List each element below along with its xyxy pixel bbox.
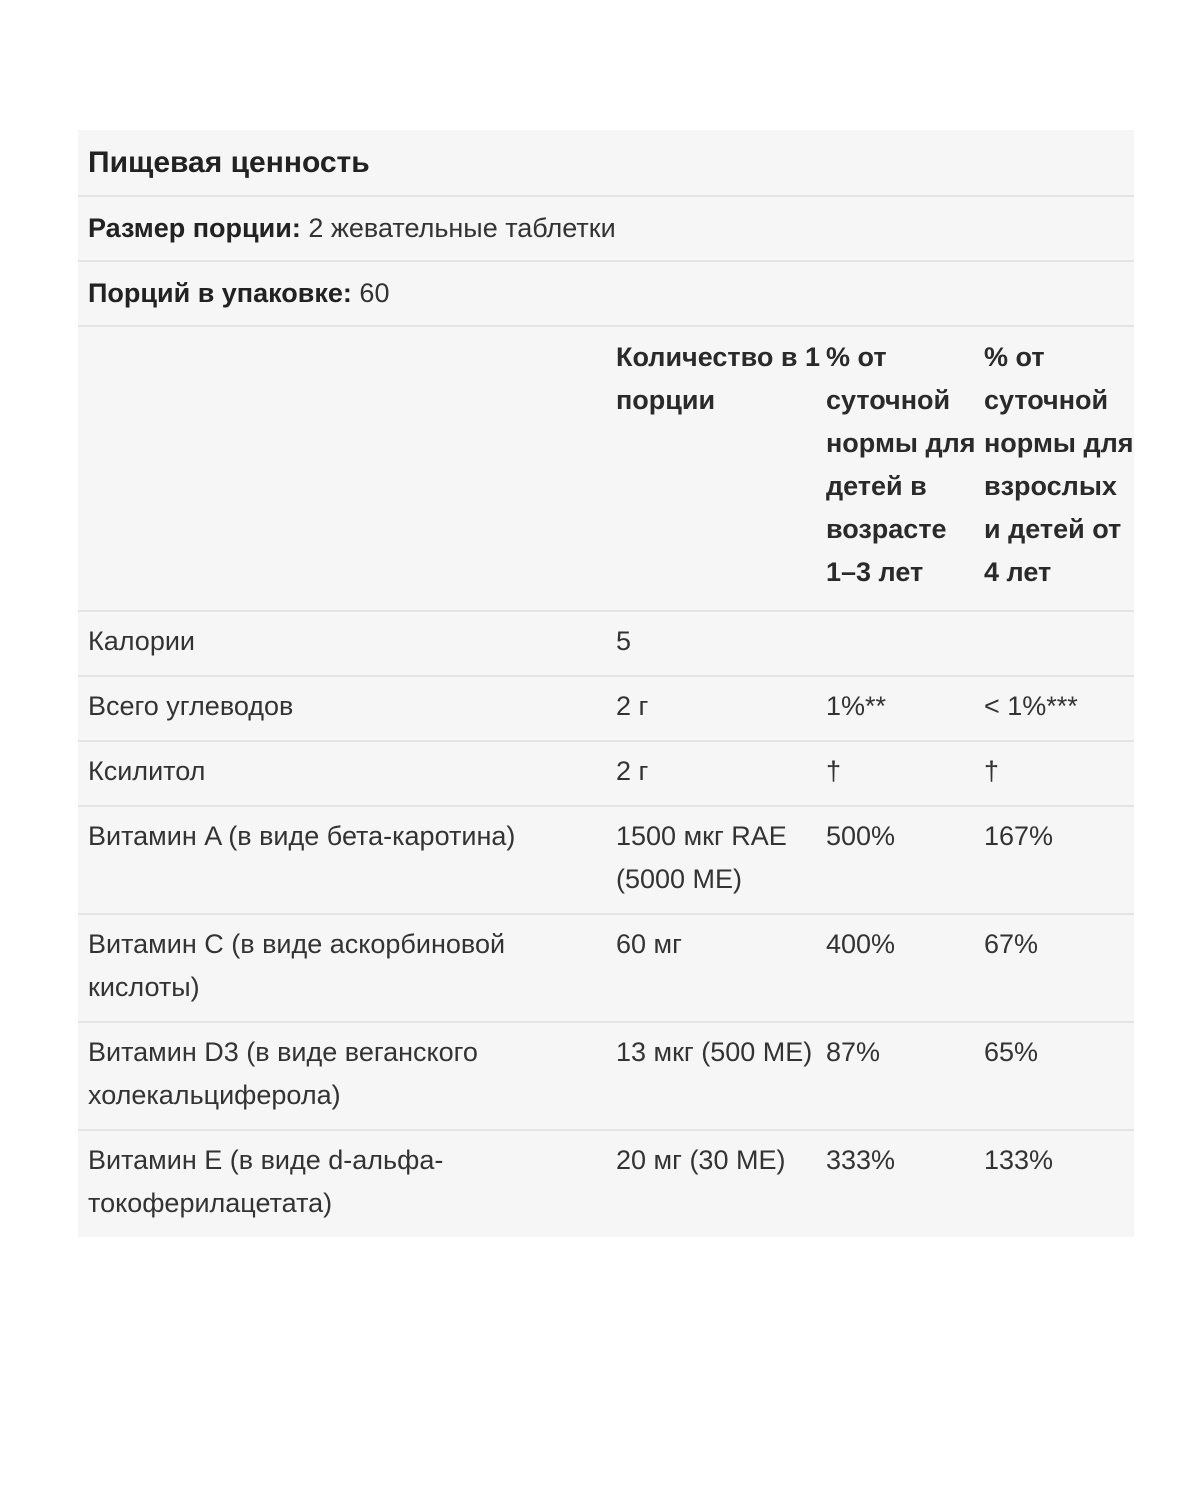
nutrition-facts-table (78, 130, 1134, 1237)
serving-size-value: 2 жевательные таблетки (308, 213, 616, 243)
servings-per-container-label: Порций в упаковке: (88, 278, 352, 308)
table-row (78, 807, 1134, 915)
nutrient-dv-children: 400% (826, 929, 896, 959)
nutrient-dv-adults: 67% (984, 929, 1039, 959)
nutrient-dv-children: 500% (826, 821, 896, 851)
nutrition-title (78, 130, 1134, 197)
nutrient-name: Витамин C (в виде аскорбиновой кислоты) (88, 929, 506, 1002)
table-row (78, 1023, 1134, 1131)
table-row (78, 1131, 1134, 1237)
table-row (78, 612, 1134, 677)
nutrient-dv-adults (984, 612, 1134, 675)
column-header-amount: Количество в 1 порции (616, 342, 820, 415)
table-row (78, 742, 1134, 807)
nutrient-dv-children: 1%** (826, 691, 887, 721)
nutrient-name: Витамин E (в виде d-альфа-токоферилацетата) (88, 1145, 444, 1218)
nutrient-dv-children: † (826, 756, 842, 786)
nutrient-dv-adults: 133% (984, 1145, 1054, 1175)
column-header-nutrient (78, 327, 616, 610)
serving-size-label: Размер порции: (88, 213, 301, 243)
table-row (78, 915, 1134, 1023)
nutrient-dv-adults: 167% (984, 821, 1054, 851)
serving-size-row (78, 197, 1134, 262)
table-row (78, 677, 1134, 742)
nutrition-title-text: Пищевая ценность (88, 145, 370, 179)
nutrient-name: Всего углеводов (88, 691, 294, 721)
nutrient-name: Витамин D3 (в виде веганского холекальциферола) (88, 1037, 478, 1110)
nutrient-amount: 2 г (616, 691, 649, 721)
column-header-row (78, 327, 1134, 612)
nutrient-amount: 1500 мкг RAE (5000 МЕ) (616, 821, 787, 894)
nutrient-dv-children: 333% (826, 1145, 896, 1175)
nutrient-amount: 5 (616, 626, 632, 656)
nutrient-dv-children: 87% (826, 1037, 881, 1067)
nutrient-dv-adults: 65% (984, 1037, 1039, 1067)
servings-per-container-row (78, 262, 1134, 327)
nutrient-dv-children (826, 612, 984, 675)
nutrient-name: Ксилитол (88, 756, 206, 786)
nutrient-name: Калории (88, 626, 195, 656)
nutrient-amount: 13 мкг (500 МЕ) (616, 1037, 813, 1067)
nutrient-amount: 60 мг (616, 929, 682, 959)
servings-per-container-value: 60 (359, 278, 390, 308)
nutrient-dv-adults: < 1%*** (984, 691, 1078, 721)
nutrient-amount: 20 мг (30 МЕ) (616, 1145, 786, 1175)
column-header-dv-adults: % от суточной нормы для взрослых и детей от 4 лет (984, 342, 1134, 587)
nutrient-amount: 2 г (616, 756, 649, 786)
nutrient-dv-adults: † (984, 756, 1000, 786)
nutrient-name: Витамин A (в виде бета-каротина) (88, 821, 516, 851)
column-header-dv-children: % от суточной нормы для детей в возрасте 1–3 лет (826, 342, 976, 587)
